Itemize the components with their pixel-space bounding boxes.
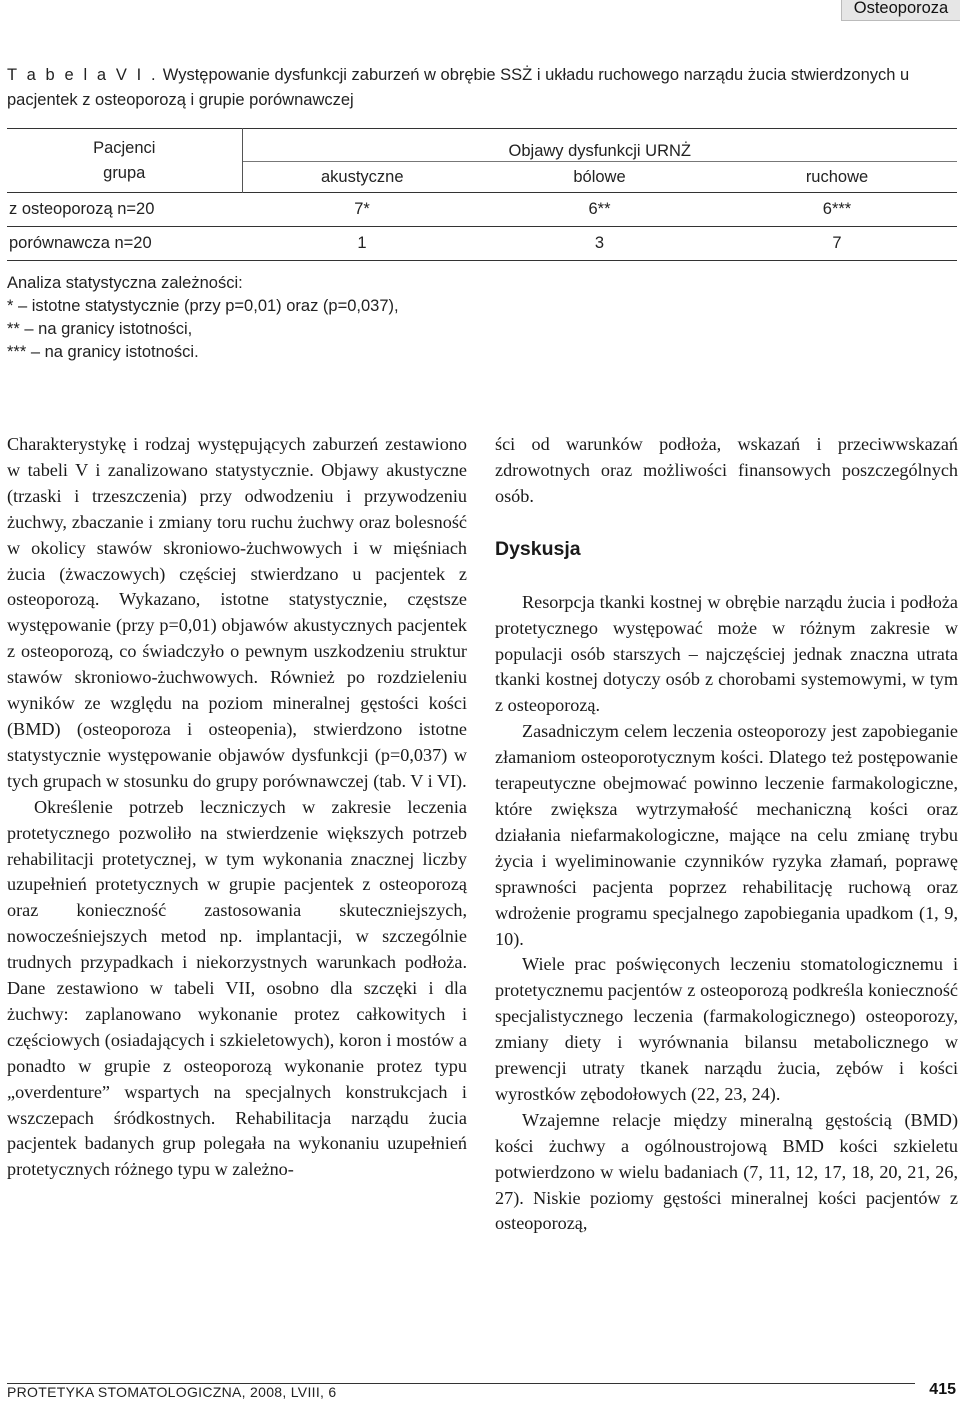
table-label: T a b e l a V I . bbox=[7, 66, 159, 84]
section-heading: Dyskusja bbox=[495, 537, 581, 560]
column-header-group bbox=[7, 129, 242, 193]
column-header-group-line2: grupa bbox=[103, 163, 146, 182]
cell-value: 6*** bbox=[717, 193, 957, 227]
note-item: ** – na granicy istotności, bbox=[7, 320, 193, 338]
column-header-ruchowe: ruchowe bbox=[717, 162, 957, 193]
body-paragraph-continuation: ści od warunków podłoża, wskazań i przeciwwskazań zdrowotnych oraz możliwości finansowych poszczególnych osób. bbox=[495, 434, 958, 506]
body-paragraph: Wiele prac poświęconych leczeniu stomatologicznemu i protetycznemu pacjentów z osteoporozą podkreśla konieczność specjalistycznego leczenia (farmakologicznego) osteoporozy, zmiany diety i wyrównania bilansu metabolicznego w prewencji utraty tkanek narządu żucia, zębów i kości wyrostków zębodołowych (22, 23, 24). bbox=[495, 954, 958, 1104]
cell-value: 7* bbox=[242, 193, 482, 227]
row-label: z osteoporozą n=20 bbox=[7, 193, 242, 227]
cell-value: 3 bbox=[482, 227, 717, 261]
column-header-akustyczne: akustyczne bbox=[242, 162, 482, 193]
table-row bbox=[7, 193, 957, 227]
column-header-group-line1: Pacjenci bbox=[93, 138, 156, 157]
table-caption-text: Występowanie dysfunkcji zaburzeń w obrębie SSŻ i układu ruchowego narządu żucia stwierdzonych u pacjentek z osteoporozą i grupie porównawczej bbox=[7, 66, 910, 109]
page-number: 415 bbox=[929, 1381, 956, 1398]
left-column bbox=[7, 432, 467, 1183]
row-label: porównawcza n=20 bbox=[7, 227, 242, 261]
column-header-main: Objawy dysfunkcji URNŻ bbox=[242, 129, 957, 162]
column-header-bolowe: bólowe bbox=[482, 162, 717, 193]
table-caption bbox=[7, 63, 955, 113]
body-paragraph: Resorpcja tkanki kostnej w obrębie narządu żucia i podłoża protetycznego występować może w różnym zakresie w populacji osób starszych – najczęściej jednak znaczna utrata tkanki kostnej dotyczy osób z chorobami systemowymi, w tym z osteoporozą. bbox=[495, 591, 958, 716]
body-paragraph: Zasadniczym celem leczenia osteoporozy jest zapobieganie złamaniom osteoporotycznym kości. Dlatego też postępowanie terapeutyczne obejmować powinno leczenie farmakologiczne, które zwiększa wytrzymałość mechaniczną kości oraz działania niefarmakologiczne, mające na celu zmianę trybu życia i wyeliminowanie czynników ryzyka złamań, poprawę sprawności pacjenta poprzez rehabilitację ruchową oraz wdrożenie programu specjalnego zapobiegania upadkom (1, 9, 10). bbox=[495, 721, 958, 949]
body-paragraph: Wzajemne relacje między mineralną gęstością (BMD) kości żuchwy a ogólnoustrojową BMD kości szkieletu potwierdzono w wielu badaniach (7, 11, 12, 17, 18, 20, 21, 26, 27). Niskie poziomy gęstości mineralnej kości pacjentów z osteoporozą, bbox=[495, 1109, 958, 1234]
right-column bbox=[495, 432, 958, 1237]
body-paragraph: Charakterystykę i rodzaj występujących zaburzeń zestawiono w tabeli V i zanalizowano statystycznie. Objawy akustyczne (trzaski i trzeszczenia) przy odwodzeniu i przywodzeniu żuchwy, zbaczanie i zmiany toru ruchu żuchwy oraz bolesność w okolicy stawów skroniowo-żuchwowych i w mięśniach żucia (żwaczowych) częściej stwierdzano u pacjentek z osteoporozą. Wykazano, istotne statystycznie, częstsze występowanie (przy p=0,01) objawów akustycznych pacjentek z osteoporozą, co świadczyło o pewnym uszkodzeniu struktur stawów skroniowo-żuchwowych. Również po rozdzieleniu wyników ze względu na poziom mineralnej gęstości kości (BMD) (osteoporoza i osteopenia), stwierdzono istotne statystycznie występowanie objawów dysfunkcji (p=0,037) w tych grupach w stosunku do grupy porównawczej (tab. V i VI). bbox=[7, 434, 467, 791]
note-title: Analiza statystyczna zależności: bbox=[7, 274, 243, 292]
cell-value: 7 bbox=[717, 227, 957, 261]
note-item: *** – na granicy istotności. bbox=[7, 343, 199, 361]
data-table bbox=[7, 128, 957, 261]
cell-value: 1 bbox=[242, 227, 482, 261]
note-item: * – istotne statystycznie (przy p=0,01) oraz (p=0,037), bbox=[7, 297, 399, 315]
footer-journal: PROTETYKA STOMATOLOGICZNA, 2008, LVIII, 6 bbox=[7, 1384, 337, 1400]
table-row bbox=[7, 227, 957, 261]
table-notes bbox=[7, 272, 707, 364]
running-head: Osteoporoza bbox=[841, 0, 960, 21]
body-paragraph: Określenie potrzeb leczniczych w zakresie leczenia protetycznego pozwoliło na stwierdzenie większych potrzeb rehabilitacji protetycznej, w tym wykonania znacznej liczby uzupełnień protetycznych w grupie pacjentek z osteoporozą oraz konieczność zastosowania skuteczniejszych, nowocześniejszych metod np. implantacji, w szczególnie trudnych przypadkach i niekorzystnych warunkach podłoża. Dane zestawiono w tabeli VII, osobno dla szczęki i dla żuchwy: zaplanowano wykonanie protez całkowitych i częściowych (osiadających i szkieletowych), koron i mostów a ponadto w grupie z osteoporozą wykonanie protez typu „overdenture” wspartych na specjalnych konstrukcjach i wszczepach śródkostnych. Rehabilitacja narządu żucia pacjentek badanych grup polegała na wykonaniu uzupełnień protetycznych różnego typu w zależno- bbox=[7, 796, 467, 1180]
cell-value: 6** bbox=[482, 193, 717, 227]
